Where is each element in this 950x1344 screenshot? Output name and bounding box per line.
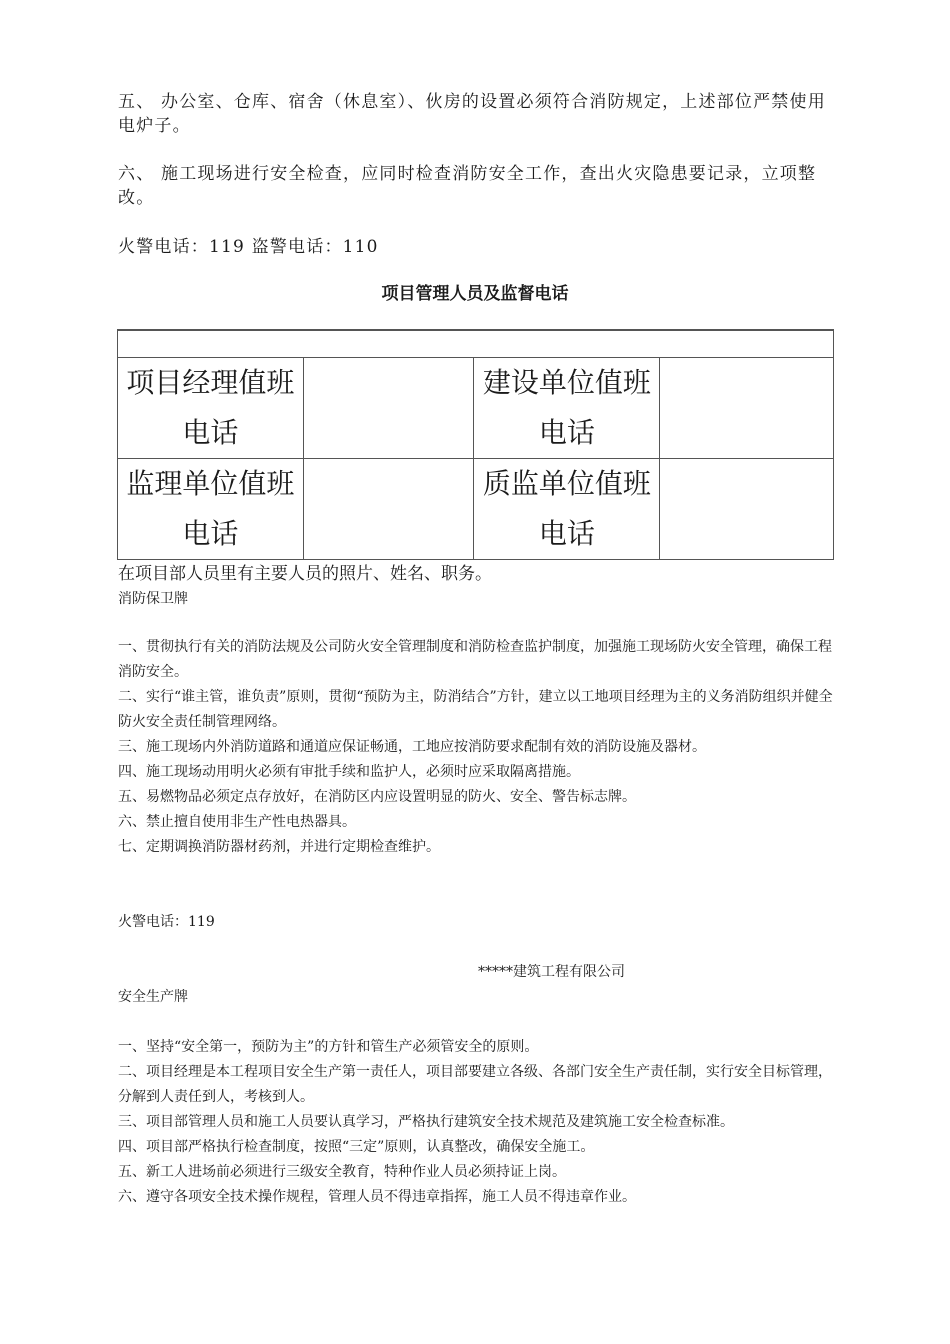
list-item: 三、项目部管理人员和施工人员要认真学习，严格执行建筑安全技术规范及建筑施工安全检查标准。 [118,1114,734,1130]
phone-label-cell: 质监单位值班电话 [474,459,660,560]
phone-label-cell: 建设单位值班电话 [474,358,660,459]
phone-label-cell: 项目经理值班电话 [118,358,304,459]
list-item: 七、定期调换消防器材药剂，并进行定期检查维护。 [118,839,440,855]
list-item: 二、项目经理是本工程项目安全生产第一责任人，项目部要建立各级、各部门安全生产责任制，实行安全目标管理，分解到人责任到人，考核到人。 [118,1064,832,1105]
list-item: 四、施工现场动用明火必须有审批手续和监护人，必须时应采取隔离措施。 [118,764,580,780]
list-item: 三、施工现场内外消防道路和通道应保证畅通，工地应按消防要求配制有效的消防设施及器材。 [118,739,706,755]
phone-value-cell [303,358,474,459]
intro-item-6: 六、 施工现场进行安全检查，应同时检查消防安全工作，查出火灾隐患要记录，立项整改。 [118,164,817,208]
intro-item-5: 五、 办公室、仓库、宿舍（休息室）、伙房的设置必须符合消防规定，上述部位严禁使用电炉子。 [118,92,826,136]
phone-value-cell [660,459,834,560]
table-header-blank-row [118,330,834,358]
phone-label-cell: 监理单位值班电话 [118,459,304,560]
phone-value-cell [660,358,834,459]
table-row [118,358,834,459]
list-item: 四、项目部严格执行检查制度，按照“三定”原则，认真整改，确保安全施工。 [118,1139,595,1155]
phone-value-cell [303,459,474,560]
table-row [118,459,834,560]
fire-phone: 火警电话：119 [118,914,215,930]
intro-phones: 火警电话：119 盗警电话：110 [118,237,379,257]
safety-board-list [118,1035,834,1210]
list-item: 一、坚持“安全第一，预防为主”的方针和管生产必须管安全的原则。 [118,1039,539,1055]
list-item: 一、贯彻执行有关的消防法规及公司防火安全管理制度和消防检查监护制度，加强施工现场防火安全管理，确保工程消防安全。 [118,639,832,680]
staff-note: 在项目部人员里有主要人员的照片、姓名、职务。 [118,564,492,584]
fire-board-list [118,635,834,860]
safety-board-title: 安全生产牌 [118,989,188,1005]
phone-table-title: 项目管理人员及监督电话 [381,284,569,304]
list-item: 五、新工人进场前必须进行三级安全教育，特种作业人员必须持证上岗。 [118,1164,566,1180]
blank-cell [118,330,834,358]
list-item: 六、禁止擅自使用非生产性电热器具。 [118,814,356,830]
list-item: 二、实行“谁主管，谁负责”原则，贯彻“预防为主，防消结合”方针，建立以工地项目经理为主的义务消防组织并健全防火安全责任制管理网络。 [118,689,833,730]
list-item: 六、遵守各项安全技术操作规程，管理人员不得违章指挥，施工人员不得违章作业。 [118,1189,636,1205]
company-name: *****建筑工程有限公司 [478,964,625,980]
list-item: 五、易燃物品必须定点存放好，在消防区内应设置明显的防火、安全、警告标志牌。 [118,789,636,805]
fire-board-title: 消防保卫牌 [118,591,188,607]
phone-table [117,329,834,560]
